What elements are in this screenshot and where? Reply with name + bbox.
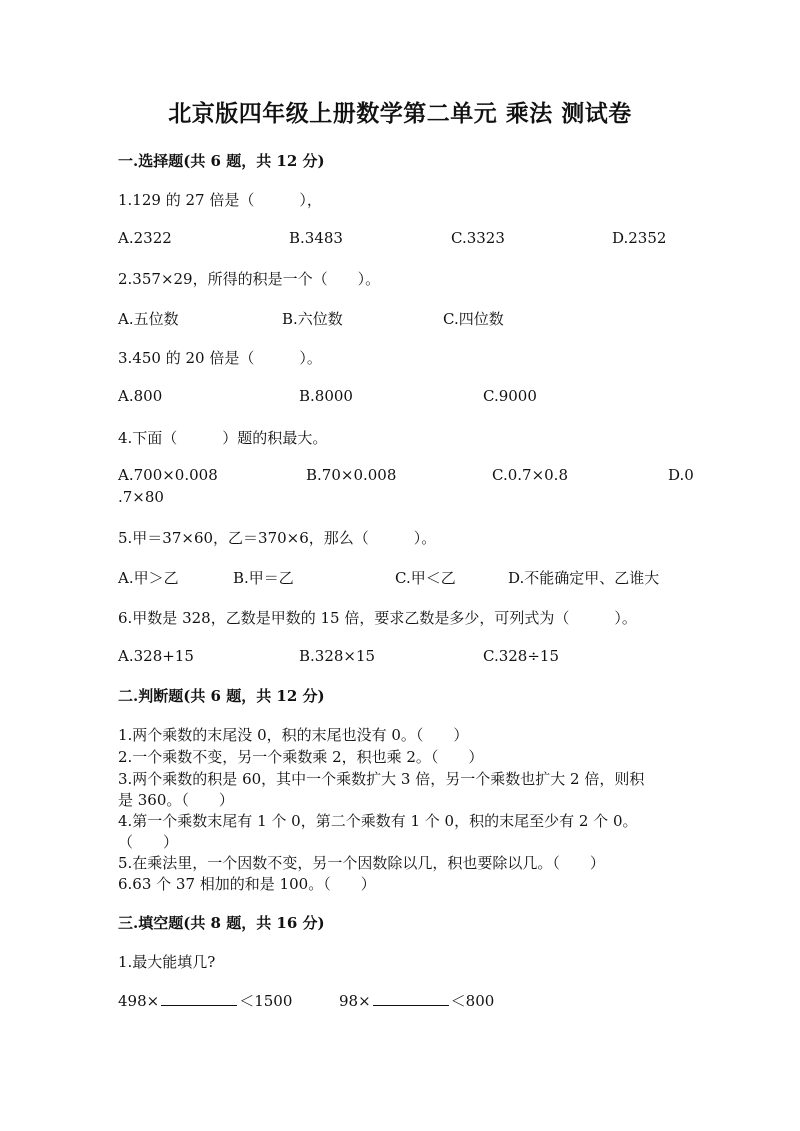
question-5: 5.甲＝37×60，乙＝370×6，那么（ ）。	[118, 529, 437, 547]
option-5b: B.甲＝乙	[233, 569, 294, 587]
page-title: 北京版四年级上册数学第二单元 乘法 测试卷	[168, 100, 632, 127]
option-4d-wrap: .7×80	[118, 488, 164, 506]
tf-line-4: 4.第一个乘数末尾有 1 个 0，第二个乘数有 1 个 0，积的末尾至少有 2 个 0。	[118, 812, 638, 830]
option-3c: C.9000	[483, 387, 537, 405]
question-1: 1.129 的 27 倍是（ ），	[118, 191, 322, 209]
option-3b: B.8000	[299, 387, 353, 405]
option-1a: A.2322	[118, 229, 172, 247]
option-3a: A.800	[118, 387, 163, 405]
question-3: 3.450 的 20 倍是（ ）。	[118, 349, 322, 367]
fill-expression-2-left: 98×	[339, 992, 371, 1010]
fill-blank-2[interactable]	[373, 993, 449, 1006]
option-4c: C.0.7×0.8	[492, 466, 568, 484]
tf-line-1: 1.两个乘数的末尾没 0，积的末尾也没有 0。（ ）	[118, 726, 469, 744]
option-5c: C.甲＜乙	[395, 569, 456, 587]
section-heading-fill: 三.填空题(共 8 题，共 16 分)	[118, 914, 325, 932]
fill-question-1: 1.最大能填几?	[118, 953, 216, 971]
tf-line-2: 2.一个乘数不变，另一个乘数乘 2，积也乘 2。（ ）	[118, 748, 484, 766]
option-4b: B.70×0.008	[306, 466, 397, 484]
option-1c: C.3323	[451, 229, 505, 247]
option-2b: B.六位数	[282, 310, 343, 328]
option-6b: B.328×15	[299, 647, 376, 665]
tf-line-3: 3.两个乘数的积是 60，其中一个乘数扩大 3 倍，另一个乘数也扩大 2 倍，则积	[118, 770, 645, 788]
fill-expression-1-right: ＜1500	[239, 992, 293, 1010]
section-heading-true-false: 二.判断题(共 6 题，共 12 分)	[118, 687, 325, 705]
tf-line-6: 6.63 个 37 相加的和是 100。（ ）	[118, 875, 376, 893]
question-2: 2.357×29，所得的积是一个（ ）。	[118, 270, 381, 288]
option-5a: A.甲＞乙	[118, 569, 179, 587]
option-6c: C.328÷15	[483, 647, 559, 665]
option-5d: D.不能确定甲、乙谁大	[508, 569, 660, 587]
fill-expression-2	[339, 990, 494, 1011]
option-2a: A.五位数	[118, 310, 179, 328]
question-4: 4.下面（ ）题的积最大。	[118, 429, 328, 447]
option-1d: D.2352	[612, 229, 667, 247]
option-4a: A.700×0.008	[118, 466, 218, 484]
option-4d: D.0	[668, 466, 694, 484]
fill-expression-2-right: ＜800	[450, 992, 495, 1010]
fill-expression-1-left: 498×	[118, 992, 160, 1010]
question-6: 6.甲数是 328，乙数是甲数的 15 倍，要求乙数是多少，可列式为（ ）。	[118, 609, 637, 627]
section-heading-choice: 一.选择题(共 6 题，共 12 分)	[118, 152, 325, 170]
tf-line-4-wrap: （ ）	[118, 833, 179, 851]
option-6a: A.328+15	[118, 647, 194, 665]
tf-line-3-wrap: 是 360。（ ）	[118, 791, 234, 809]
option-1b: B.3483	[289, 229, 343, 247]
option-2c: C.四位数	[443, 310, 504, 328]
fill-expression-1	[118, 990, 292, 1011]
tf-line-5: 5.在乘法里，一个因数不变，另一个因数除以几，积也要除以几。（ ）	[118, 854, 605, 872]
fill-blank-1[interactable]	[161, 993, 237, 1006]
